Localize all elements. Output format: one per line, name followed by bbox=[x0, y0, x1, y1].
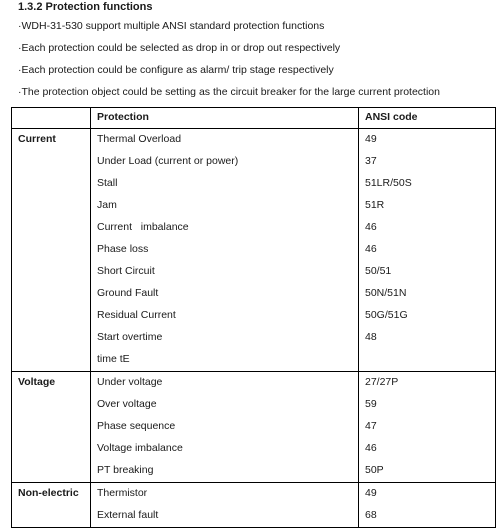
ansi-code-cell: 49 bbox=[359, 483, 496, 506]
protection-cell: Jam bbox=[91, 195, 359, 217]
ansi-code-cell: 50N/51N bbox=[359, 283, 496, 305]
bullet-list bbox=[18, 19, 498, 107]
ansi-code-cell: 46 bbox=[359, 438, 496, 460]
header-category bbox=[12, 108, 91, 129]
protection-cell: Current imbalance bbox=[91, 217, 359, 239]
protection-cell: Short Circuit bbox=[91, 261, 359, 283]
section-heading: 1.3.2 Protection functions bbox=[18, 1, 153, 13]
ansi-code-cell: 51R bbox=[359, 195, 496, 217]
group-label: Non-electric bbox=[12, 483, 91, 528]
protection-cell: External fault bbox=[91, 505, 359, 528]
protection-cell: Voltage imbalance bbox=[91, 438, 359, 460]
protection-cell: Thermistor bbox=[91, 483, 359, 506]
protection-cell: PT breaking bbox=[91, 460, 359, 483]
ansi-code-cell: 68 bbox=[359, 505, 496, 528]
header-protection: Protection bbox=[91, 108, 359, 129]
ansi-code-cell: 50P bbox=[359, 460, 496, 483]
ansi-code-cell: 46 bbox=[359, 217, 496, 239]
ansi-code-cell bbox=[359, 349, 496, 372]
ansi-code-cell: 27/27P bbox=[359, 372, 496, 395]
ansi-code-cell: 37 bbox=[359, 151, 496, 173]
ansi-code-cell: 49 bbox=[359, 129, 496, 152]
protection-cell: Phase loss bbox=[91, 239, 359, 261]
table-row bbox=[12, 129, 496, 152]
ansi-code-cell: 50/51 bbox=[359, 261, 496, 283]
protection-cell: Start overtime bbox=[91, 327, 359, 349]
bullet-item: ·Each protection could be selected as drop in or drop out respectively bbox=[18, 42, 341, 54]
ansi-code-cell: 46 bbox=[359, 239, 496, 261]
protection-cell: Ground Fault bbox=[91, 283, 359, 305]
protection-cell: Phase sequence bbox=[91, 416, 359, 438]
protection-cell: Stall bbox=[91, 173, 359, 195]
protection-cell: Residual Current bbox=[91, 305, 359, 327]
protection-cell: Thermal Overload bbox=[91, 129, 359, 152]
table-body bbox=[12, 129, 496, 528]
ansi-code-cell: 47 bbox=[359, 416, 496, 438]
group-label: Current bbox=[12, 129, 91, 372]
table-row bbox=[12, 483, 496, 506]
protection-cell: time tE bbox=[91, 349, 359, 372]
header-ansi-code: ANSI code bbox=[359, 108, 496, 129]
bullet-item: ·WDH-31-530 support multiple ANSI standard protection functions bbox=[18, 20, 325, 32]
protection-cell: Under voltage bbox=[91, 372, 359, 395]
ansi-code-cell: 59 bbox=[359, 394, 496, 416]
table-header-row bbox=[12, 108, 496, 129]
protection-cell: Under Load (current or power) bbox=[91, 151, 359, 173]
ansi-code-cell: 50G/51G bbox=[359, 305, 496, 327]
protection-table bbox=[11, 107, 496, 528]
bullet-item: ·The protection object could be setting as the circuit breaker for the large current protection bbox=[18, 86, 440, 98]
ansi-code-cell: 48 bbox=[359, 327, 496, 349]
protection-cell: Over voltage bbox=[91, 394, 359, 416]
ansi-code-cell: 51LR/50S bbox=[359, 173, 496, 195]
table-row bbox=[12, 372, 496, 395]
bullet-item: ·Each protection could be configure as alarm/ trip stage respectively bbox=[18, 64, 334, 76]
group-label: Voltage bbox=[12, 372, 91, 483]
